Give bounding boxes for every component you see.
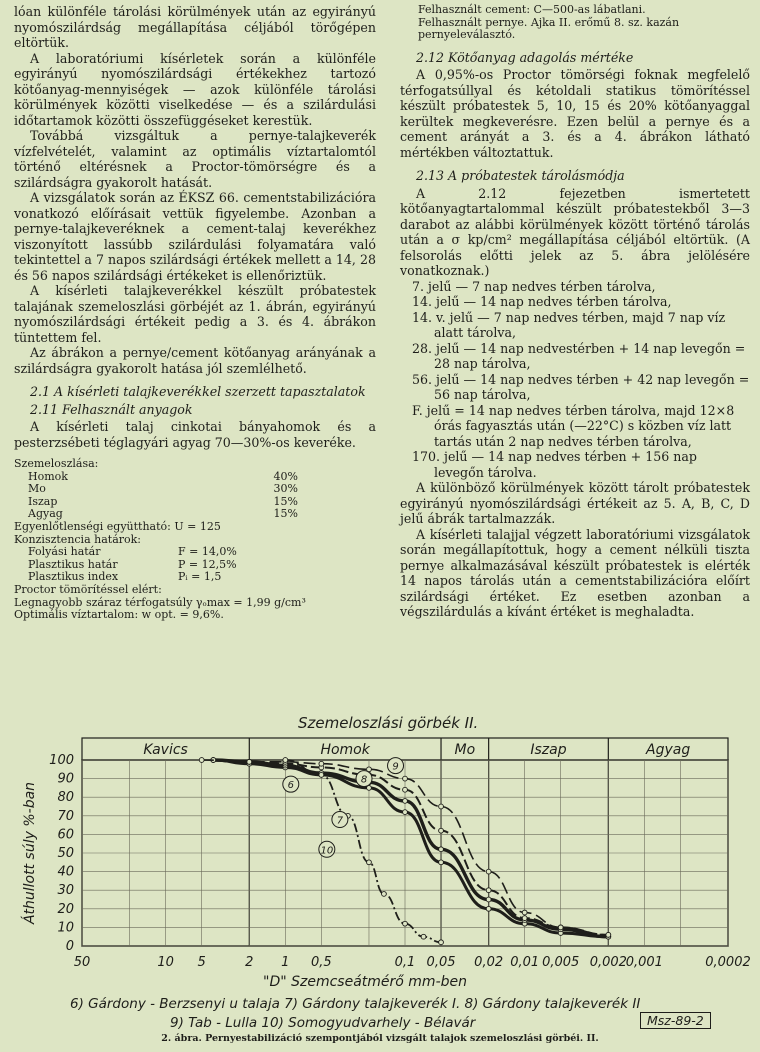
data-point xyxy=(606,932,611,937)
data-point xyxy=(486,897,491,902)
right-column xyxy=(400,4,750,620)
table-line: Konzisztencia határok: xyxy=(14,532,142,546)
x-tick-label: 0,01 xyxy=(510,955,540,970)
zone-label: Mo xyxy=(454,742,476,758)
paragraph: lóan különféle tárolási körülmények után az egyirányú nyomószilárdság megállapítása céljából törőgépen eltörtük. xyxy=(14,4,376,50)
table-cell: Agyag xyxy=(28,507,63,521)
paragraph: A vizsgálatok során az ÉKSZ 66. cementstabilizációra vonatkozó előírásait vettük figyelembe. Azonban a pernye-talajkeveréknek a cement-talaj keverékhez viszonyított lassúbb szilárdulási folyamatára való tekintettel a 7 napos szilárdsági értékek mellett a 14, 28 és 56 napos szilárdsági értékeket is ellenőriztük. xyxy=(14,190,376,283)
table-cell: 15% xyxy=(273,494,298,508)
figure-title: Szemeloszlási görbék II. xyxy=(298,714,479,732)
left-column xyxy=(14,4,376,622)
x-tick-label: 0,5 xyxy=(311,955,332,970)
data-point xyxy=(439,860,444,865)
table-row xyxy=(14,471,376,484)
table-line: Egyenlőtlenségi együttható: U = 125 xyxy=(14,519,221,533)
x-tick-label: 50 xyxy=(73,955,91,970)
table-row xyxy=(14,496,376,509)
paragraph: A kísérleti talajkeverékkel készült próbatestek talajának szemeloszlási görbéjét az 1. ábrán, egyirányú nyomószilárdsági értékeit pedig a 3. és 4. ábrákon tüntettem fel. xyxy=(14,283,376,345)
table-cell: F = 14,0% xyxy=(178,545,237,559)
data-point xyxy=(421,934,426,939)
data-point xyxy=(319,772,324,777)
data-point xyxy=(439,804,444,809)
data-point xyxy=(403,787,408,792)
figure-legend: 9) Tab - Lulla 10) Somogyudvarhely - Bélavár xyxy=(170,1015,476,1031)
table-cell: Plasztikus határ xyxy=(28,557,118,571)
soil-properties-table xyxy=(14,458,376,622)
data-point xyxy=(382,892,387,897)
x-tick-label: 5 xyxy=(197,955,206,970)
series-line-6 xyxy=(213,760,608,937)
x-tick-label: 10 xyxy=(157,955,174,970)
zone-label: Iszap xyxy=(530,742,567,758)
y-tick-label: 100 xyxy=(49,753,74,768)
list-item: 28. jelű — 14 nap nedvestérben + 14 nap levegőn = 28 nap tárolva, xyxy=(412,340,746,372)
series-marker-label: 9 xyxy=(392,761,399,773)
x-tick-label: 0,005 xyxy=(542,955,580,970)
data-point xyxy=(439,847,444,852)
x-tick-label: 1 xyxy=(281,955,290,970)
data-point xyxy=(283,758,288,763)
table-line: Proctor tömörítéssel elért: xyxy=(14,582,162,596)
data-point xyxy=(522,910,527,915)
table-row xyxy=(14,546,376,559)
data-point xyxy=(403,776,408,781)
x-tick-label: 0,001 xyxy=(625,955,663,970)
series-marker-label: 7 xyxy=(336,815,344,827)
paragraph: A kísérleti talaj cinkotai bányahomok és a pesterzsébeti téglagyári agyag 70—30%-os keveréke. xyxy=(14,419,376,450)
table-title: Szemeloszlása: xyxy=(14,457,99,470)
series-marker-label: 10 xyxy=(320,845,334,857)
series-marker-label: 6 xyxy=(287,780,294,792)
section-heading: 2.13 A próbatestek tárolásmódja xyxy=(416,168,625,184)
paragraph: A laboratóriumi kísérletek során a különféle egyirányú nyomószilárdsági értékekhez tartozó kötőanyag-mennyiségek — azok különféle tárolási körülmények közötti viselkedése — és a szilárdulási időtartamok közötti összefüggéseket kerestük. xyxy=(14,50,376,128)
paragraph: Az ábrákon a pernye/cement kötőanyag arányának a szilárdságra gyakorolt hatása jól szemlélhető. xyxy=(14,345,376,376)
list-item: 170. jelű — 14 nap nedves térben + 156 nap levegőn tárolva. xyxy=(412,449,697,480)
standard-stamp: Msz-89-2 xyxy=(640,1012,711,1029)
x-axis-label: "D" Szemcseátmérő mm-ben xyxy=(263,974,467,990)
section-heading: 2.1 A kísérleti talajkeverékkel szerzett tapasztalatok xyxy=(30,384,366,399)
table-line: Optimális víztartalom: w opt. = 9,6%. xyxy=(14,608,224,622)
data-point xyxy=(319,761,324,766)
y-axis-label: Áthullott súly %-ban xyxy=(22,781,38,925)
zone-label: Agyag xyxy=(646,742,691,758)
series-marker-label: 8 xyxy=(360,774,368,786)
data-point xyxy=(439,828,444,833)
list-item: F. jelű = 14 nap nedves térben tárolva, majd 12×8 órás fagyasztás után (—22°C) s közben víz latt tartás után 2 nap nedves térben tárolva, xyxy=(412,402,735,449)
grain-size-figure xyxy=(0,712,760,1052)
y-tick-label: 60 xyxy=(57,827,74,843)
data-point xyxy=(486,906,491,911)
data-point xyxy=(403,921,408,926)
y-tick-label: 80 xyxy=(57,790,74,806)
subsection-heading: 2.11 Felhasznált anyagok xyxy=(30,401,193,417)
table-cell: 15% xyxy=(273,507,298,521)
y-tick-label: 40 xyxy=(57,864,74,880)
list-item: 56. jelű — 14 nap nedves térben + 42 nap levegőn = 56 nap tárolva, xyxy=(412,371,750,403)
paragraph: A 2.12 fejezetben ismertetett kötőanyagtartalommal készült próbatestekből 3—3 darabot az alábbi körülmények között történő tárolás után a σ kp/cm² megállapítása céljából eltörtük. (A felsorolás előtti jelek az 5. ábra jelölésére vonatkoznak.) xyxy=(400,185,750,279)
data-point xyxy=(522,916,527,921)
figure-legend: 6) Gárdony - Berzsenyi u talaja 7) Gárdony talajkeverék I. 8) Gárdony talajkeverék II xyxy=(70,996,641,1012)
series-line-7 xyxy=(213,760,608,937)
table-cell: Pᵢ = 1,5 xyxy=(178,570,222,584)
table-line: Legnagyobb száraz térfogatsúly γₒmax = 1,99 g/cm³ xyxy=(14,595,306,609)
data-point xyxy=(403,810,408,815)
y-tick-label: 10 xyxy=(57,920,74,936)
y-tick-label: 0 xyxy=(65,939,74,954)
data-point xyxy=(247,759,252,764)
section-heading: 2.12 Kötőanyag adagolás mértéke xyxy=(416,49,634,65)
table-cell: Plasztikus index xyxy=(28,570,119,584)
y-tick-label: 50 xyxy=(57,846,74,861)
data-point xyxy=(367,860,372,865)
table-cell: 40% xyxy=(273,469,298,483)
paragraph: Továbbá vizsgáltuk a pernye-talajkeverék vízfelvételét, valamint az optimális víztartalomtól történő eltérésnek a Proctor-tömörségre és a szilárdságra gyakorolt hatását. xyxy=(14,128,376,190)
storage-list xyxy=(400,279,750,481)
list-item: 14. jelű — 14 nap nedves térben tárolva, xyxy=(412,294,672,310)
x-tick-label: 0,02 xyxy=(474,955,504,970)
x-tick-label: 0,002 xyxy=(589,955,627,970)
y-tick-label: 90 xyxy=(57,771,74,787)
y-tick-label: 20 xyxy=(57,901,74,917)
data-point xyxy=(439,940,444,945)
data-point xyxy=(403,799,408,804)
table-cell: Folyási határ xyxy=(28,545,101,559)
figure-caption: 2. ábra. Pernyestabilizáció szempontjából vizsgált talajok szemeloszlási görbéi. II. xyxy=(161,1033,599,1044)
material-note: Felhasznált cement: C—500-as lábatlani. xyxy=(418,3,646,16)
paragraph: A különböző körülmények között tárolt próbatestek egyirányú nyomószilárdsági értékeit az 5. A, B, C, D jelű ábrák tartalmazzák. xyxy=(400,480,750,527)
data-point xyxy=(486,869,491,874)
data-point xyxy=(486,888,491,893)
paragraph: A 0,95%-os Proctor tömörségi foknak megfelelő térfogatsúllyal és kétoldali statikus tömörítéssel készült próbatestek 5, 10, 15 és 20% kötőanyaggal kerültek megkeverésre. Ezen belül a pernye és a cement arányát a 3. és a 4. ábrákon látható mértékben változtattuk. xyxy=(400,67,750,160)
y-tick-label: 70 xyxy=(57,808,74,824)
data-point xyxy=(199,758,204,763)
table-cell: Mo xyxy=(28,482,46,496)
table-row xyxy=(14,483,376,496)
table-cell: P = 12,5% xyxy=(178,557,237,571)
list-item: 14. v. jelű — 7 nap nedves térben, majd 7 nap víz alatt tárolva, xyxy=(412,309,726,341)
table-cell: Homok xyxy=(28,469,68,483)
table-cell: Iszap xyxy=(28,494,58,508)
x-tick-label: 0,1 xyxy=(394,955,416,970)
y-tick-label: 30 xyxy=(57,883,74,899)
material-note: Felhasznált pernye. Ajka II. erőmű 8. sz. kazán pernyeleválasztó. xyxy=(418,15,680,42)
x-tick-label: 2 xyxy=(245,955,254,970)
zone-label: Kavics xyxy=(143,742,188,758)
zone-label: Homok xyxy=(320,742,370,758)
x-tick-label: 0,05 xyxy=(426,955,456,970)
x-tick-label: 0,0002 xyxy=(705,955,751,970)
list-item: 7. jelű — 7 nap nedves térben tárolva, xyxy=(412,278,656,294)
data-point xyxy=(558,925,563,930)
table-cell: 30% xyxy=(273,482,298,496)
paragraph: A kísérleti talajjal végzett laboratóriumi vizsgálatok során megállapítottuk, hogy a cement nélküli tiszta pernye alkalmazásával készült próbatestek is elérték 14 napos tárolás után a cementstabilizációra előírt szilárdsági értéket. Ez esetben azonban a végszilárdulás a kívánt értéket is meghaladta. xyxy=(400,526,750,620)
